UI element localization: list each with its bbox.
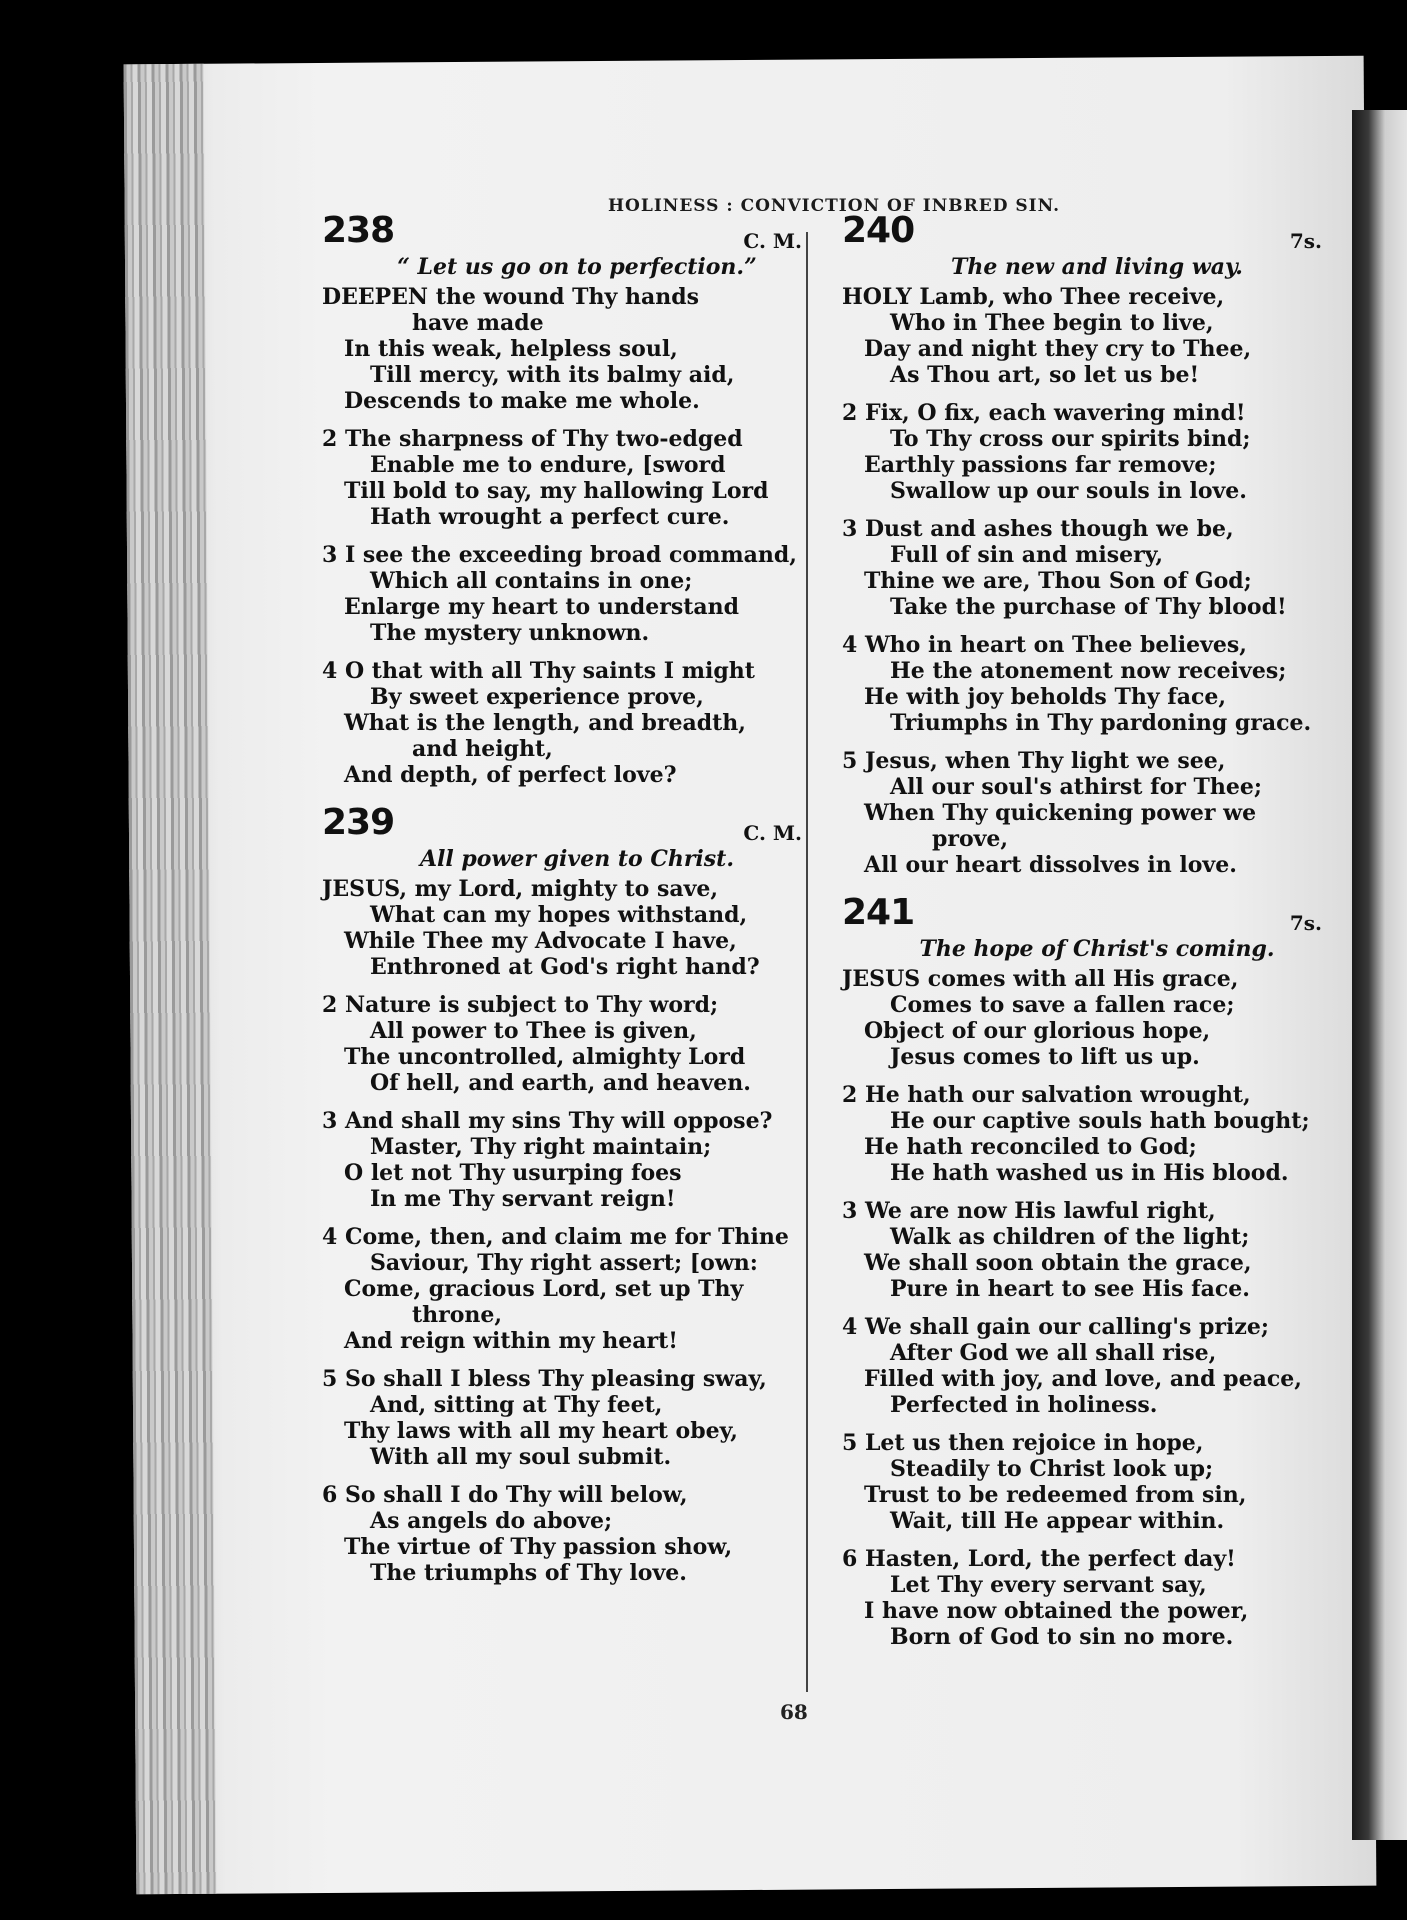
stanza — [322, 426, 802, 530]
verse-line: Steadily to Christ look up; — [890, 1456, 1214, 1482]
verse-line: HOLY Lamb, who Thee receive, — [842, 284, 1225, 310]
verse-line: By sweet experience prove, — [370, 684, 704, 710]
hymn-heading — [322, 210, 802, 256]
verse-line: We shall soon obtain the grace, — [864, 1250, 1252, 1276]
hymn-number: 241 — [842, 892, 915, 933]
verse-line: Swallow up our souls in love. — [890, 478, 1247, 504]
verse-line: 4 O that with all Thy saints I might — [322, 658, 755, 684]
verse-line: He hath washed us in His blood. — [890, 1160, 1289, 1186]
verse-line: To Thy cross our spirits bind; — [890, 426, 1251, 452]
verse-line: and height, — [412, 736, 553, 762]
hymn-heading — [842, 892, 1322, 938]
hymn-heading — [322, 802, 802, 848]
stanza — [842, 1546, 1322, 1650]
verse-line: As angels do above; — [370, 1508, 613, 1534]
left-column — [322, 210, 802, 1600]
stanza — [322, 1108, 802, 1212]
stanza — [842, 1314, 1322, 1418]
verse-line: DEEPEN the wound Thy hands — [322, 284, 699, 310]
verse-line: prove, — [932, 826, 1009, 852]
verse-line: 3 And shall my sins Thy will oppose? — [322, 1108, 773, 1134]
hymn-240 — [842, 210, 1322, 878]
verse-line: Comes to save a fallen race; — [890, 992, 1235, 1018]
verse-line: The mystery unknown. — [370, 620, 650, 646]
hymn-number: 238 — [322, 210, 395, 251]
stanza — [842, 1082, 1322, 1186]
verse-line: Come, gracious Lord, set up Thy — [344, 1276, 744, 1302]
verse-line: And depth, of perfect love? — [344, 762, 677, 788]
right-column — [842, 210, 1322, 1664]
verse-line: 5 Let us then rejoice in hope, — [842, 1430, 1204, 1456]
stanza — [842, 748, 1322, 878]
hymn-meter: C. M. — [743, 821, 802, 845]
hymn-239 — [322, 802, 802, 1586]
verse-line: Who in Thee begin to live, — [890, 310, 1214, 336]
verse-line: And, sitting at Thy feet, — [370, 1392, 663, 1418]
verse-line: Which all contains in one; — [370, 568, 693, 594]
verse-line: 3 I see the exceeding broad command, — [322, 542, 797, 568]
verse-line: 5 Jesus, when Thy light we see, — [842, 748, 1226, 774]
verse-line: 4 Who in heart on Thee believes, — [842, 632, 1247, 658]
verse-line: O let not Thy usurping foes — [344, 1160, 682, 1186]
stanza — [322, 1224, 802, 1354]
verse-line: What is the length, and breadth, — [344, 710, 746, 736]
stanza — [322, 992, 802, 1096]
verse-line: 3 Dust and ashes though we be, — [842, 516, 1234, 542]
verse-line: Full of sin and misery, — [890, 542, 1164, 568]
verse-line: have made — [412, 310, 544, 336]
stanza — [842, 284, 1322, 388]
stanza — [842, 632, 1322, 736]
hymn-meter: 7s. — [1289, 229, 1322, 253]
verse-line: Hath wrought a perfect cure. — [370, 504, 730, 530]
stanza — [842, 1198, 1322, 1302]
hymn-heading — [842, 210, 1322, 256]
verse-line: Of hell, and earth, and heaven. — [370, 1070, 751, 1096]
verse-line: Enlarge my heart to understand — [344, 594, 740, 620]
hymn-meter: 7s. — [1289, 911, 1322, 935]
stanza — [322, 876, 802, 980]
stanza — [322, 284, 802, 414]
hymn-meter: C. M. — [743, 229, 802, 253]
verse-line: The triumphs of Thy love. — [370, 1560, 687, 1586]
verse-line: Day and night they cry to Thee, — [864, 336, 1252, 362]
verse-line: Enable me to endure, [sword — [370, 452, 726, 478]
facing-page-edge — [1352, 110, 1407, 1840]
verse-line: 2 Fix, O fix, each wavering mind! — [842, 400, 1246, 426]
hymn-number: 239 — [322, 802, 395, 843]
verse-line: The uncontrolled, almighty Lord — [344, 1044, 746, 1070]
verse-line: JESUS, my Lord, mighty to save, — [322, 876, 719, 902]
verse-line: Enthroned at God's right hand? — [370, 954, 760, 980]
stanza — [842, 400, 1322, 504]
verse-line: Till bold to say, my hallowing Lord — [344, 478, 769, 504]
verse-line: Filled with joy, and love, and peace, — [864, 1366, 1302, 1392]
running-header: HOLINESS : CONVICTION OF INBRED SIN. — [608, 196, 1060, 216]
stanza — [842, 966, 1322, 1070]
stanza — [842, 516, 1322, 620]
stanza — [322, 658, 802, 788]
verse-line: When Thy quickening power we — [864, 800, 1257, 826]
verse-line: Till mercy, with its balmy aid, — [370, 362, 735, 388]
verse-line: 5 So shall I bless Thy pleasing sway, — [322, 1366, 767, 1392]
hymn-number: 240 — [842, 210, 915, 251]
verse-line: Thy laws with all my heart obey, — [344, 1418, 738, 1444]
hymn-title: The new and living way. — [951, 254, 1243, 280]
hymn-238 — [322, 210, 802, 788]
verse-line: Wait, till He appear within. — [890, 1508, 1225, 1534]
hymn-title: The hope of Christ's coming. — [919, 936, 1275, 962]
verse-line: 2 Nature is subject to Thy word; — [322, 992, 719, 1018]
verse-line: Take the purchase of Thy blood! — [890, 594, 1287, 620]
verse-line: All our heart dissolves in love. — [864, 852, 1237, 878]
verse-line: And reign within my heart! — [344, 1328, 678, 1354]
verse-line: Master, Thy right maintain; — [370, 1134, 712, 1160]
verse-line: Object of our glorious hope, — [864, 1018, 1211, 1044]
hymn-title: “ Let us go on to perfection.” — [397, 254, 757, 280]
column-divider — [806, 232, 808, 1692]
verse-line: 3 We are now His lawful right, — [842, 1198, 1216, 1224]
verse-line: 6 Hasten, Lord, the perfect day! — [842, 1546, 1236, 1572]
verse-line: Thine we are, Thou Son of God; — [864, 568, 1252, 594]
verse-line: He hath reconciled to God; — [864, 1134, 1197, 1160]
verse-line: With all my soul submit. — [370, 1444, 672, 1470]
verse-line: Trust to be redeemed from sin, — [864, 1482, 1247, 1508]
hymn-241 — [842, 892, 1322, 1650]
verse-line: He with joy beholds Thy face, — [864, 684, 1227, 710]
verse-line: Pure in heart to see His face. — [890, 1276, 1250, 1302]
verse-line: After God we all shall rise, — [890, 1340, 1217, 1366]
verse-line: Triumphs in Thy pardoning grace. — [890, 710, 1312, 736]
verse-line: All power to Thee is given, — [370, 1018, 697, 1044]
verse-line: All our soul's athirst for Thee; — [890, 774, 1262, 800]
verse-line: Earthly passions far remove; — [864, 452, 1217, 478]
verse-line: I have now obtained the power, — [864, 1598, 1249, 1624]
stanza — [322, 1366, 802, 1470]
stanza — [842, 1430, 1322, 1534]
verse-line: 4 Come, then, and claim me for Thine — [322, 1224, 789, 1250]
verse-line: In this weak, helpless soul, — [344, 336, 678, 362]
verse-line: In me Thy servant reign! — [370, 1186, 676, 1212]
verse-line: While Thee my Advocate I have, — [344, 928, 737, 954]
verse-line: 6 So shall I do Thy will below, — [322, 1482, 688, 1508]
verse-line: Perfected in holiness. — [890, 1392, 1158, 1418]
verse-line: The virtue of Thy passion show, — [344, 1534, 733, 1560]
verse-line: Let Thy every servant say, — [890, 1572, 1207, 1598]
verse-line: 2 He hath our salvation wrought, — [842, 1082, 1251, 1108]
hymn-title: All power given to Christ. — [419, 846, 734, 872]
verse-line: 2 The sharpness of Thy two-edged — [322, 426, 743, 452]
verse-line: What can my hopes withstand, — [370, 902, 748, 928]
verse-line: Saviour, Thy right assert; [own: — [370, 1250, 758, 1276]
verse-line: He the atonement now receives; — [890, 658, 1287, 684]
verse-line: As Thou art, so let us be! — [890, 362, 1200, 388]
book-spine — [124, 64, 217, 1895]
verse-line: Walk as children of the light; — [890, 1224, 1250, 1250]
verse-line: throne, — [412, 1302, 503, 1328]
verse-line: 4 We shall gain our calling's prize; — [842, 1314, 1269, 1340]
page-number: 68 — [780, 1700, 808, 1724]
stanza — [322, 1482, 802, 1586]
verse-line: Born of God to sin no more. — [890, 1624, 1234, 1650]
verse-line: Jesus comes to lift us up. — [890, 1044, 1200, 1070]
stanza — [322, 542, 802, 646]
verse-line: He our captive souls hath bought; — [890, 1108, 1310, 1134]
verse-line: JESUS comes with all His grace, — [842, 966, 1239, 992]
verse-line: Descends to make me whole. — [344, 388, 700, 414]
